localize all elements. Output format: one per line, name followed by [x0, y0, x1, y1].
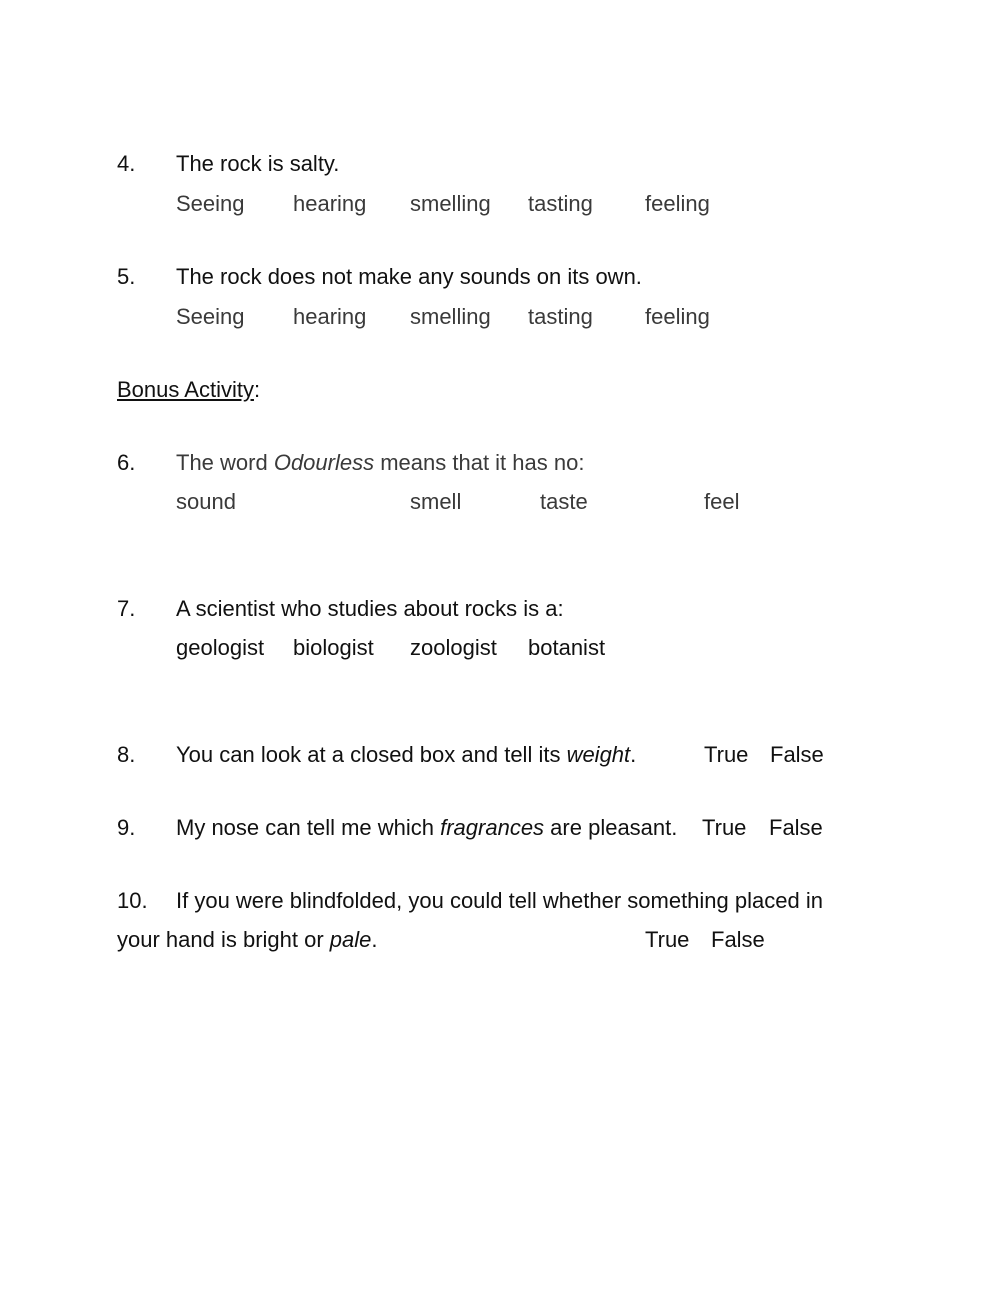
q4-option-hearing[interactable]: hearing — [293, 191, 367, 216]
q5-option-feeling[interactable]: feeling — [645, 304, 710, 329]
bonus-activity-colon: : — [253, 377, 261, 402]
question-10-text-line2 — [117, 927, 378, 953]
q7-option-botanist[interactable]: botanist — [528, 635, 606, 660]
q8-true-option[interactable]: True — [704, 742, 749, 767]
q4-option-seeing[interactable]: Seeing — [176, 191, 245, 216]
q9-text-before: My nose can tell me which — [176, 815, 441, 840]
q8-text-before: You can look at a closed box and tell its — [176, 742, 567, 767]
q6-text-before: The word — [176, 450, 274, 475]
q6-option-sound[interactable]: sound — [176, 489, 236, 514]
q5-option-tasting[interactable]: tasting — [528, 304, 593, 329]
q4-option-smelling[interactable]: smelling — [410, 191, 491, 216]
question-6-number: 6. — [117, 450, 136, 475]
q10-false-option[interactable]: False — [711, 927, 765, 952]
q8-text-after: . — [630, 742, 637, 767]
question-4-text: The rock is salty. — [176, 151, 340, 176]
bonus-activity-heading — [117, 377, 260, 403]
bonus-activity-title: Bonus Activity — [117, 377, 254, 402]
q8-false-option[interactable]: False — [770, 742, 824, 767]
q9-italic-word: fragrances — [440, 815, 545, 840]
q5-option-seeing[interactable]: Seeing — [176, 304, 245, 329]
q4-option-feeling[interactable]: feeling — [645, 191, 710, 216]
question-6-text — [176, 450, 584, 476]
question-5-number: 5. — [117, 264, 136, 289]
question-9-text — [176, 815, 677, 841]
q10-italic-word: pale — [329, 927, 372, 952]
q6-italic-word: Odourless — [273, 450, 375, 475]
q4-option-tasting[interactable]: tasting — [528, 191, 593, 216]
question-4-number: 4. — [117, 151, 136, 176]
q9-false-option[interactable]: False — [769, 815, 823, 840]
q6-option-smell[interactable]: smell — [410, 489, 462, 514]
q6-option-feel[interactable]: feel — [704, 489, 740, 514]
q5-option-hearing[interactable]: hearing — [293, 304, 367, 329]
question-8-number: 8. — [117, 742, 136, 767]
q7-option-zoologist[interactable]: zoologist — [410, 635, 497, 660]
question-5-text: The rock does not make any sounds on its own. — [176, 264, 642, 289]
q6-option-taste[interactable]: taste — [540, 489, 588, 514]
question-10-number: 10. — [117, 888, 148, 913]
q9-text-after: are pleasant. — [544, 815, 678, 840]
q10-text-after: . — [371, 927, 378, 952]
q7-option-geologist[interactable]: geologist — [176, 635, 265, 660]
q10-true-option[interactable]: True — [645, 927, 690, 952]
question-9-number: 9. — [117, 815, 136, 840]
q9-true-option[interactable]: True — [702, 815, 747, 840]
q7-option-biologist[interactable]: biologist — [293, 635, 374, 660]
q5-option-smelling[interactable]: smelling — [410, 304, 491, 329]
q6-text-after: means that it has no: — [374, 450, 585, 475]
question-7-text: A scientist who studies about rocks is a: — [176, 596, 564, 621]
question-10-text-line1: If you were blindfolded, you could tell whether something placed in — [176, 888, 823, 913]
question-8-text — [176, 742, 636, 768]
question-7-number: 7. — [117, 596, 136, 621]
q8-italic-word: weight — [566, 742, 631, 767]
q10-text-before: your hand is bright or — [117, 927, 330, 952]
